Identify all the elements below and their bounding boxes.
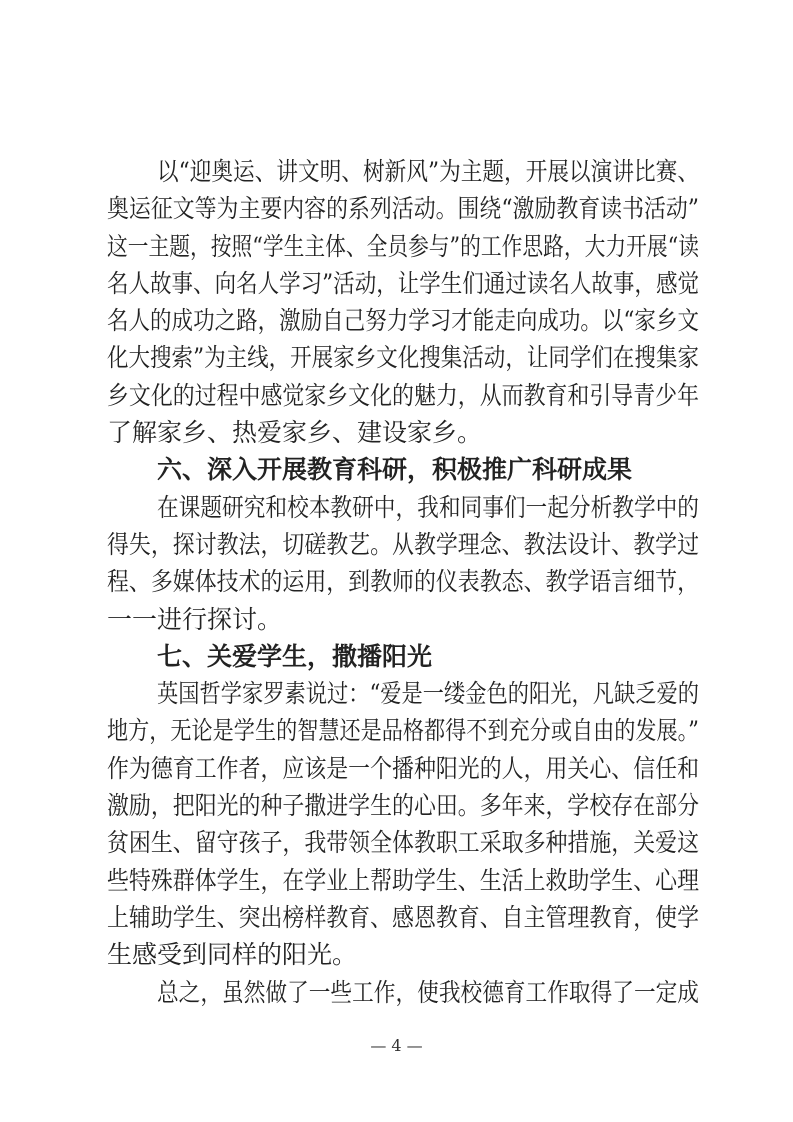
text-line-content: 程、多媒体技术的运用，到教师的仪表教态、教学语言细节， xyxy=(107,567,699,597)
text-line xyxy=(107,712,699,749)
text-line-content: 激励，把阳光的种子撒进学生的心田。多年来，学校存在部分 xyxy=(107,791,699,821)
text-line-content: 总之，虽然做了一些工作，使我校德育工作取得了一定成 xyxy=(157,977,699,1007)
text-line xyxy=(107,377,699,414)
section-heading xyxy=(107,451,699,488)
text-line-content: 些特殊群体学生，在学业上帮助学生、生活上救助学生、心理 xyxy=(107,865,699,895)
text-line xyxy=(107,339,699,376)
text-line xyxy=(107,974,699,1011)
document-body xyxy=(107,153,699,1011)
text-line-content: 名人的成功之路，激励自己努力学习才能走向成功。以“家乡文 xyxy=(107,306,699,336)
text-line xyxy=(107,787,699,824)
paragraph xyxy=(107,974,699,1011)
text-line-content: 奥运征文等为主要内容的系列活动。围绕“激励教育读书活动” xyxy=(107,194,699,224)
text-line-content: 作为德育工作者，应该是一个播种阳光的人，用关心、信任和 xyxy=(107,753,699,783)
text-line xyxy=(107,936,699,973)
text-line-content: 乡文化的过程中感觉家乡文化的魅力，从而教育和引导青少年 xyxy=(107,380,699,410)
text-line-content: 化大搜索”为主线，开展家乡文化搜集活动，让同学们在搜集家 xyxy=(107,343,699,373)
text-line-content: 了解家乡、热爱家乡、建设家乡。 xyxy=(107,418,483,448)
text-line xyxy=(107,153,699,190)
text-line-content: 得失，探讨教法，切磋教艺。从教学理念、教法设计、教学过 xyxy=(107,529,699,559)
text-line xyxy=(107,451,699,488)
text-line-content: 一一进行探讨。 xyxy=(107,604,283,634)
text-line-content: 上辅助学生、突出榜样教育、感恩教育、自主管理教育，使学 xyxy=(107,902,699,932)
text-line-content: 贫困生、留守孩子，我带领全体教职工采取多种措施，关爱这 xyxy=(107,828,699,858)
text-line-content: 六、深入开展教育科研，积极推广科研成果 xyxy=(157,455,633,485)
section-heading xyxy=(107,638,699,675)
text-line-content: 在课题研究和校本教研中，我和同事们一起分析教学中的 xyxy=(157,492,699,522)
text-line xyxy=(107,601,699,638)
text-line xyxy=(107,563,699,600)
paragraph xyxy=(107,153,699,451)
page-number: — 4 — xyxy=(370,1036,423,1055)
text-line xyxy=(107,899,699,936)
text-line xyxy=(107,862,699,899)
text-line xyxy=(107,489,699,526)
text-line xyxy=(107,265,699,302)
text-line-content: 英国哲学家罗素说过：“爱是一缕金色的阳光，凡缺乏爱的 xyxy=(157,679,699,709)
text-line-content: 名人故事、向名人学习”活动，让学生们通过读名人故事，感觉 xyxy=(107,268,699,298)
text-line xyxy=(107,526,699,563)
text-line-content: 生感受到同样的阳光。 xyxy=(107,940,358,970)
text-line xyxy=(107,302,699,339)
text-line xyxy=(107,190,699,227)
text-line xyxy=(107,638,699,675)
text-line xyxy=(107,675,699,712)
paragraph xyxy=(107,675,699,973)
text-line-content: 以“迎奥运、讲文明、树新风”为主题，开展以演讲比赛、 xyxy=(157,157,699,186)
text-line-content: 这一主题，按照“学生主体、全员参与”的工作思路，大力开展“读 xyxy=(107,231,699,261)
text-line xyxy=(107,824,699,861)
text-line xyxy=(107,414,699,451)
text-line xyxy=(107,228,699,265)
text-line xyxy=(107,750,699,787)
paragraph xyxy=(107,489,699,638)
text-line-content: 地方，无论是学生的智慧还是品格都得不到充分或自由的发展。” xyxy=(107,716,699,746)
text-line-content: 七、关爱学生，撒播阳光 xyxy=(157,641,433,671)
